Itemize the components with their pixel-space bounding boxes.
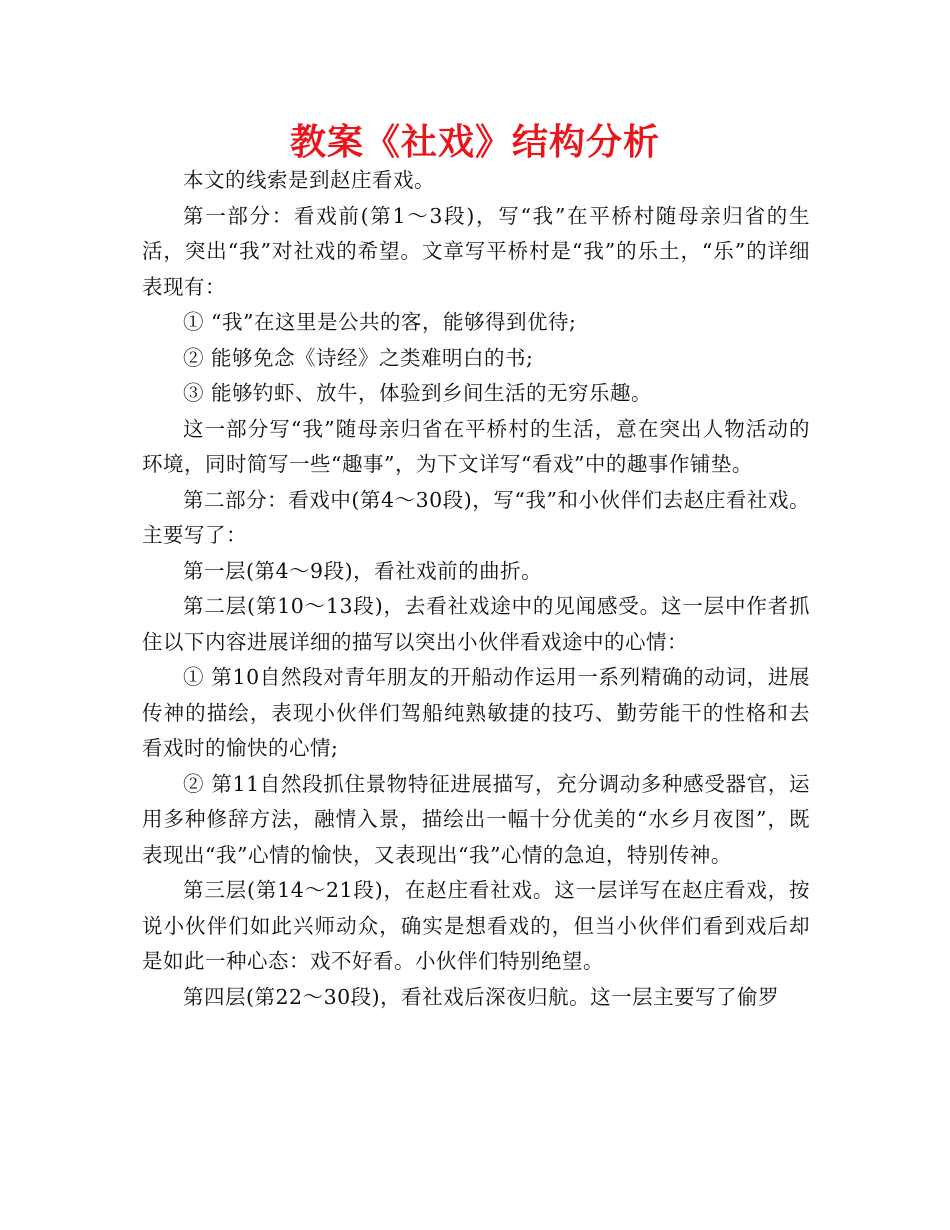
paragraph-part-two: 第二部分：看戏中(第4～30段)，写“我”和小伙伴们去赵庄看社戏。主要写了： — [142, 487, 810, 547]
paragraph-layer-three: 第三层(第14～21段)，在赵庄看社戏。这一层详写在赵庄看戏，按说小伙伴们如此兴师动众，确实是想看戏的，但当小伙伴们看到戏后却是如此一种心态：戏不好看。小伙伴们特别绝望。 — [142, 878, 810, 973]
paragraph-layer-two: 第二层(第10～13段)，去看社戏途中的见闻感受。这一层中作者抓住以下内容进展详细的描写以突出小伙伴看戏途中的心情： — [142, 594, 810, 654]
paragraph-part-one-summary: 这一部分写“我”随母亲归省在平桥村的生活，意在突出人物活动的环境，同时简写一些“趣事”，为下文详写“看戏”中的趣事作铺垫。 — [142, 416, 810, 476]
list-item-guest: ① “我”在这里是公共的客，能够得到优待; — [183, 310, 577, 334]
document-body — [142, 163, 810, 1015]
document-title: 教案《社戏》结构分析 — [289, 122, 660, 163]
paragraph-clue: 本文的线索是到赵庄看戏。 — [183, 168, 435, 192]
paragraph-layer-one: 第一层(第4～9段)，看社戏前的曲折。 — [183, 558, 543, 583]
list-item-book: ② 能够免念《诗经》之类难明白的书; — [183, 345, 534, 370]
list-item-scenery: ② 第11自然段抓住景物特征进展描写，充分调动多种感受器官，运用多种修辞方法，融情入景，描绘出一幅十分优美的“水乡月夜图”，既表现出“我”心情的愉快，又表现出“我”心情的急迫，特别传神。 — [142, 771, 810, 867]
paragraph-layer-four: 第四层(第22～30段)，看社戏后深夜归航。这一层主要写了偷罗 — [183, 984, 780, 1009]
list-item-boat: ① 第10自然段对青年朋友的开船动作运用一系列精确的动词，进展传神的描绘，表现小伙伴们驾船纯熟敏捷的技巧、勤劳能干的性格和去看戏时的愉快的心情; — [142, 665, 810, 760]
paragraph-part-one: 第一部分：看戏前(第1～3段)，写“我”在平桥村随母亲归省的生活，突出“我”对社戏的希望。文章写平桥村是“我”的乐土，“乐”的详细表现有： — [142, 203, 810, 299]
list-item-fun: ③ 能够钓虾、放牛，体验到乡间生活的无穷乐趣。 — [183, 381, 653, 405]
